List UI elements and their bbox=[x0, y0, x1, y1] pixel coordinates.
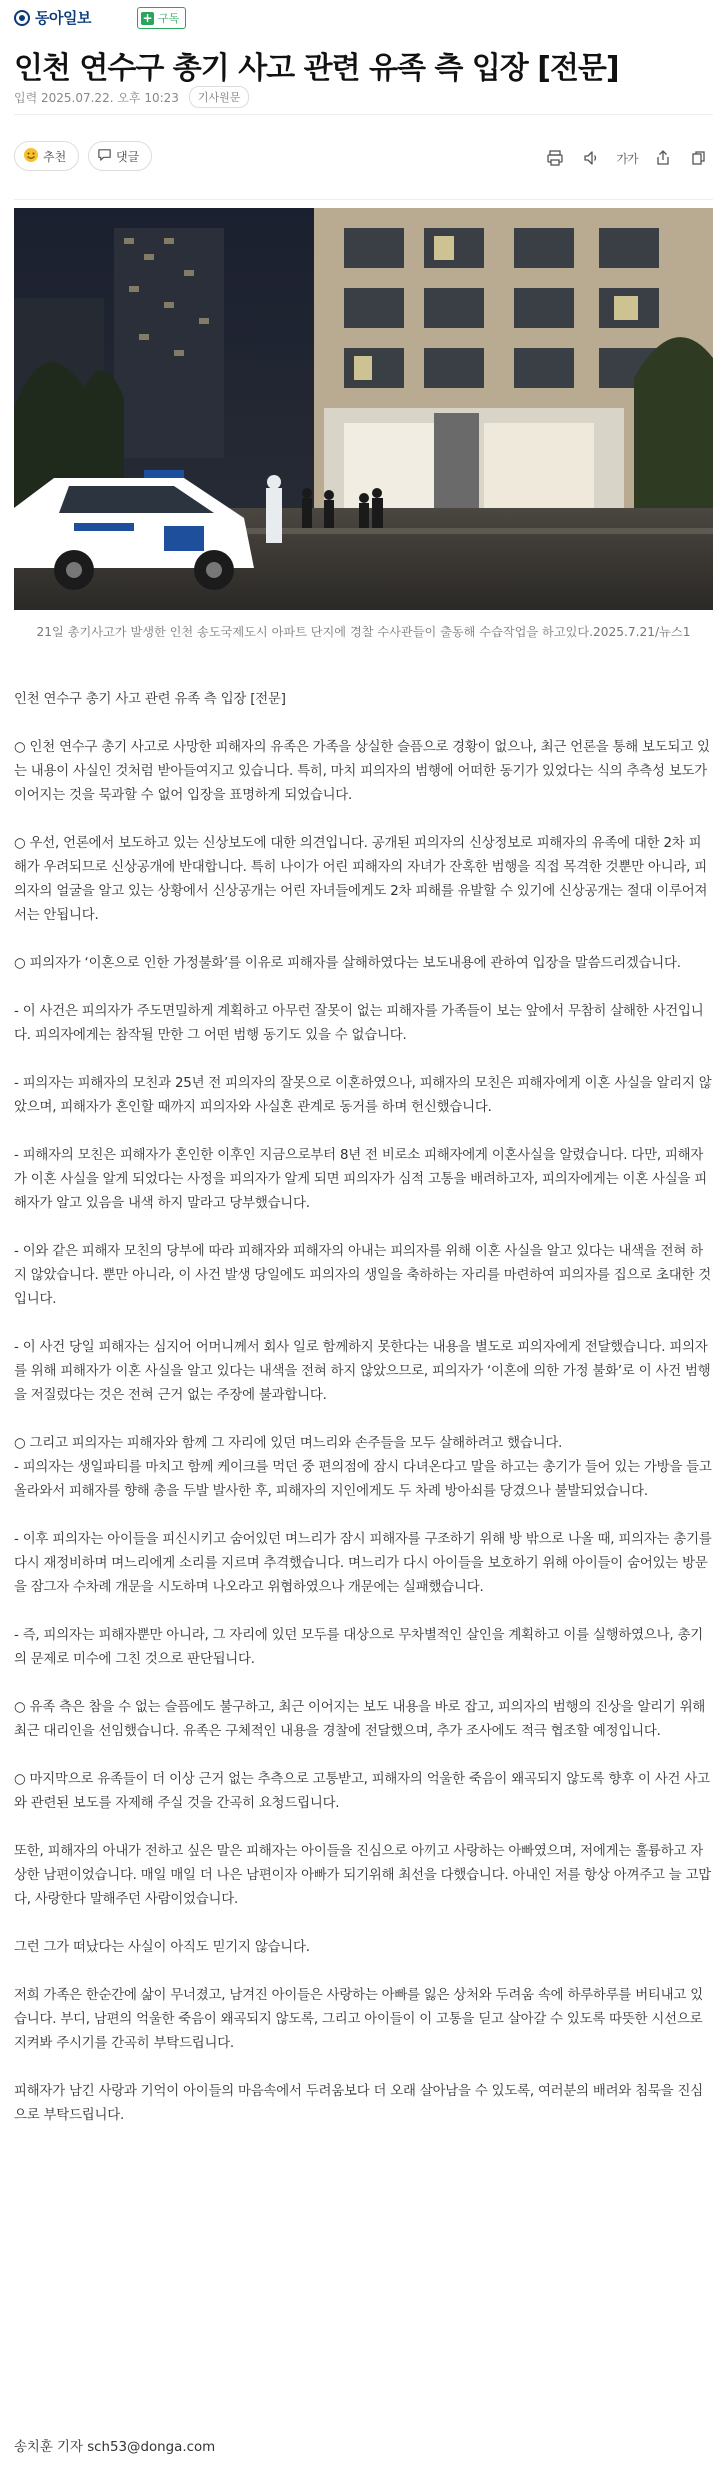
article-paragraph: - 이와 같은 피해자 모친의 당부에 따라 피해자와 피해자의 아내는 피의자를 위해 이혼 사실을 알고 있다는 내색을 전혀 하지 않았습니다. 뿐만 아니라, 이 사건 발생 당일에도 피의자의 생일을 축하하는 자리를 마련하여 피의자를 집으로 초대한 것입니다. bbox=[14, 1244, 712, 1307]
site-header bbox=[0, 0, 727, 36]
share-icon[interactable] bbox=[645, 146, 681, 170]
plus-icon: + bbox=[142, 10, 153, 25]
comment-button[interactable] bbox=[88, 141, 152, 171]
article-photo bbox=[14, 208, 713, 610]
photo-caption: 21일 총기사고가 발생한 인천 송도국제도시 아파트 단지에 경찰 수사관들이 출동해 수습작업을 하고있다.2025.7.21/뉴스1 bbox=[36, 625, 691, 639]
font-size-button[interactable] bbox=[609, 146, 645, 170]
article-meta bbox=[14, 86, 249, 108]
article-paragraph: ○ 유족 측은 참을 수 없는 슬픔에도 불구하고, 최근 이어지는 보도 내용을 바로 잡고, 피의자의 범행의 진상을 알리기 위해 최근 대리인을 선임했습니다. 유족은 구체적인 내용을 경찰에 전달했으며, 추가 조사에도 적극 협조할 예정입니다. bbox=[14, 1700, 706, 1739]
article-paragraph: - 즉, 피의자는 피해자뿐만 아니라, 그 자리에 있던 모두를 대상으로 무차별적인 살인을 계획하고 이를 실행하였으나, 총기의 문제로 미수에 그친 것으로 판단됩니다. bbox=[14, 1628, 703, 1667]
article-paragraph: ○ 우선, 언론에서 보도하고 있는 신상보도에 대한 의견입니다. 공개된 피의자의 신상정보로 피해자의 유족에 대한 2차 피해가 우려되므로 신상공개에 반대합니다. 특히 나이가 어린 피해자의 자녀가 잔혹한 범행을 직접 목격한 것뿐만 아니라, 피의자의 얼굴을 알고 있는 상황에서 신상공개는 어린 자녀들에게도 2차 피해를 유발할 수 있기에 신상공개는 절대 이루어져서는 안됩니다. bbox=[14, 836, 708, 923]
article-paragraph: ○ 마지막으로 유족들이 더 이상 근거 없는 추측으로 고통받고, 피해자의 억울한 죽음이 왜곡되지 않도록 향후 이 사건 사고와 관련된 보도를 자제해 주실 것을 간곡히 요청드립니다. bbox=[14, 1772, 710, 1811]
article-paragraph: ○ 그리고 피의자는 피해자와 함께 그 자리에 있던 며느리와 손주들을 모두 살해하려고 했습니다. bbox=[14, 1436, 563, 1451]
recommend-button[interactable] bbox=[14, 141, 79, 171]
article-paragraph: ○ 인천 연수구 총기 사고로 사망한 피해자의 유족은 가족을 상실한 슬픔으로 경황이 없으나, 최근 언론을 통해 보도되고 있는 내용이 사실인 것처럼 받아들여지고 있습니다. 특히, 마치 피의자의 범행에 어떠한 동기가 있었다는 식의 추측성 보도가 이어지는 것을 묵과할 수 없어 입장을 표명하게 되었습니다. bbox=[14, 740, 710, 803]
article-paragraph: 인천 연수구 총기 사고 관련 유족 측 입장 [전문] bbox=[14, 692, 286, 707]
subscribe-label: 구독 bbox=[158, 12, 180, 25]
reporter-byline: 송치훈 기자 sch53@donga.com bbox=[14, 2440, 216, 2455]
recommend-label: 추천 bbox=[43, 149, 67, 164]
article-paragraph: 피해자가 남긴 사랑과 기억이 아이들의 마음속에서 두려움보다 더 오래 살아남을 수 있도록, 여러분의 배려와 침묵을 진심으로 부탁드립니다. bbox=[14, 2084, 703, 2123]
article-body bbox=[14, 688, 713, 2152]
font-size-label: 가가 bbox=[616, 151, 638, 166]
article-paragraph: ○ 피의자가 ‘이혼으로 인한 가정불화’를 이유로 피해자를 살해하였다는 보도내용에 관하여 입장을 말씀드리겠습니다. bbox=[14, 956, 681, 971]
print-icon[interactable] bbox=[537, 146, 573, 170]
comment-icon bbox=[97, 147, 112, 165]
divider bbox=[14, 199, 713, 200]
article-paragraph: - 이후 피의자는 아이들을 피신시키고 숨어있던 며느리가 잠시 피해자를 구조하기 위해 방 밖으로 나올 때, 피의자는 총기를 다시 재정비하며 며느리에게 소리를 지르며 추격했습니다. 며느리가 다시 아이들을 보호하기 위해 아이들이 숨어있는 방문을 잠그자 수차례 개문을 시도하며 나오라고 위협하였으나 개문에는 실패했습니다. bbox=[14, 1532, 712, 1595]
original-article-tag[interactable]: 기사원문 bbox=[189, 86, 250, 108]
speaker-icon[interactable] bbox=[573, 146, 609, 170]
article-title: 인천 연수구 총기 사고 관련 유족 측 입장 [전문] bbox=[14, 51, 619, 86]
article-paragraph: - 이 사건은 피의자가 주도면밀하게 계획하고 아무런 잘못이 없는 피해자를 가족들이 보는 앞에서 무참히 살해한 사건입니다. 피의자에게는 참작될 만한 그 어떤 범행 동기도 있을 수 없습니다. bbox=[14, 1004, 704, 1043]
published-time: 입력 2025.07.22. 오후 10:23 bbox=[14, 90, 179, 105]
article-paragraph: 또한, 피해자의 아내가 전하고 싶은 말은 피해자는 아이들을 진심으로 아끼고 사랑하는 아빠였으며, 저에게는 훌륭하고 자상한 남편이었습니다. 매일 매일 더 나은 남편이자 아빠가 되기위해 최선을 다했습니다. 아내인 저를 항상 아껴주고 늘 고맙다, 사랑한다 말해주던 사람이었습니다. bbox=[14, 1844, 712, 1907]
divider bbox=[14, 114, 713, 115]
subscribe-button[interactable] bbox=[137, 7, 186, 29]
copy-link-icon[interactable] bbox=[681, 146, 717, 170]
site-logo[interactable] bbox=[14, 7, 91, 28]
article-paragraph: 저희 가족은 한순간에 삶이 무너졌고, 남겨진 아이들은 사랑하는 아빠를 잃은 상처와 두려움 속에 하루하루를 버티내고 있습니다. 부디, 남편의 억울한 죽음이 왜곡되지 않도록, 그리고 아이들이 이 고통을 딛고 살아갈 수 있도록 따뜻한 시선으로 지켜봐 주시기를 간곡히 부탁드립니다. bbox=[14, 1988, 703, 2051]
article-paragraph: - 이 사건 당일 피해자는 심지어 어머니께서 회사 일로 함께하지 못한다는 내용을 별도로 피의자에게 전달했습니다. 피의자를 위해 피해자가 이혼 사실을 알고 있다는 내색을 전혀 하지 않았으므로, 피의자가 ‘이혼에 의한 가정 불화’로 이 사건 범행을 저질렀다는 것은 전혀 근거 없는 주장에 불과합니다. bbox=[14, 1340, 711, 1403]
comment-label: 댓글 bbox=[116, 149, 140, 164]
article-paragraph: - 피해자의 모친은 피해자가 혼인한 이후인 지금으로부터 8년 전 비로소 피해자에게 이혼사실을 알렸습니다. 다만, 피해자가 이혼 사실을 알게 되었다는 사정을 피의자가 알게 되면 피의자가 심적 고통을 배려하고자, 피의자에게는 이혼 사실을 피해자가 알고 있음을 내색 하지 말라고 당부했습니다. bbox=[14, 1148, 707, 1211]
article-paragraph: - 피의자는 생일파티를 마치고 함께 케이크를 먹던 중 편의점에 잠시 다녀온다고 말을 하고는 총기가 들어 있는 가방을 들고 올라와서 피해자를 향해 총을 두발 발사한 후, 피해자의 지인에게도 두 차례 방아쇠를 당겼으나 불발되었습니다. bbox=[14, 1460, 712, 1499]
article-paragraph: 그런 그가 떠났다는 사실이 아직도 믿기지 않습니다. bbox=[14, 1940, 310, 1955]
article-tools bbox=[537, 146, 717, 170]
article-paragraph: - 피의자는 피해자의 모친과 25년 전 피의자의 잘못으로 이혼하였으나, 피해자의 모친은 피해자에게 이혼 사실을 알리지 않았으며, 피해자가 혼인할 때까지 피의자와 사실혼 관계로 동거를 하며 헌신했습니다. bbox=[14, 1076, 712, 1115]
logo-mark-icon bbox=[14, 10, 30, 26]
smile-icon bbox=[23, 147, 39, 166]
logo-text: 동아일보 bbox=[35, 9, 91, 27]
